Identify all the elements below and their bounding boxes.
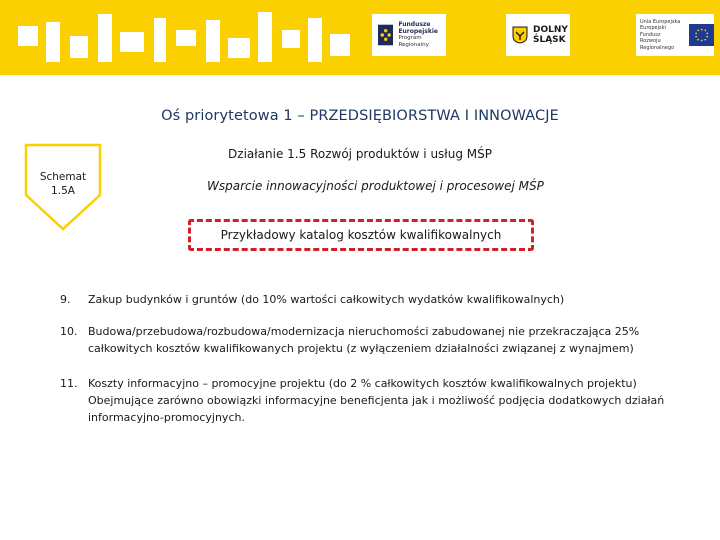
katalog-box — [188, 219, 534, 251]
decor-square — [70, 36, 88, 58]
ue-logo-line3: Rozwoju Regionalnego — [640, 38, 675, 51]
list-item-text: Koszty informacyjno – promocyjne projektu (do 2 % całkowitych kosztów kwalifikowalnych projektu) Obejmujące zarówno obowiązki informacyjne beneficjenta jak i możliwość podjęcia dodatkowych działań informacyjno-promocyjnych. — [88, 377, 665, 424]
ds-logo-line2: ŚLĄSK — [533, 35, 566, 45]
list-item-text: Budowa/przebudowa/rozbudowa/modernizacja nieruchomości zabudowanej nie przekraczająca 25% całkowitych kosztów kwalifikowanych projektu (z wyłączeniem działalności związanej z wynajmem) — [88, 325, 640, 355]
list-item-text: Zakup budynków i gruntów (do 10% wartości całkowitych wydatków kwalifikowalnych) — [88, 293, 565, 306]
decor-square — [308, 18, 322, 62]
fe-logo-line3: Program Regionalny — [398, 35, 429, 48]
list-item — [60, 375, 700, 426]
decor-square — [120, 32, 144, 52]
dolny-slask-logo — [506, 14, 570, 56]
decor-square — [282, 30, 300, 48]
schemat-label-line2: 1.5A — [51, 185, 75, 197]
decor-square — [46, 22, 60, 62]
decor-square — [18, 26, 38, 46]
ds-logo-line1: DOLNY — [533, 25, 568, 35]
list-item-number: 10. — [60, 325, 78, 338]
katalog-label: Przykładowy katalog kosztów kwalifikowalnych — [220, 228, 502, 242]
decor-square — [330, 34, 350, 56]
ue-logo-line2: Europejski Fundusz — [640, 25, 666, 38]
fe-stars-icon — [378, 23, 393, 47]
unia-europejska-logo — [636, 14, 714, 56]
eagle-crest-icon — [512, 26, 528, 44]
wsparcie-subtitle: Wsparcie innowacyjności produktowej i procesowej MŚP — [207, 179, 544, 193]
list-item-number: 9. — [60, 293, 71, 306]
header-banner — [0, 0, 720, 75]
fe-logo-line2: Europejskie — [398, 28, 438, 35]
list-item-number: 11. — [60, 377, 78, 390]
list-item — [60, 323, 700, 357]
fundusze-europejskie-logo — [372, 14, 446, 56]
ue-logo-line1: Unia Europejska — [640, 18, 681, 25]
eu-flag-icon — [689, 24, 714, 46]
list-item — [60, 291, 700, 308]
schemat-label-line1: Schemat — [39, 171, 87, 183]
dzialanie-heading: Działanie 1.5 Rozwój produktów i usług MŚP — [228, 147, 492, 161]
decor-square — [154, 18, 166, 62]
decor-square — [258, 12, 272, 62]
decor-square — [206, 20, 220, 62]
decor-square — [176, 30, 196, 46]
page-title: Oś priorytetowa 1 – PRZEDSIĘBIORSTWA I INNOWACJE — [161, 108, 559, 124]
decor-square — [98, 14, 112, 62]
fe-logo-line1: Fundusze — [398, 21, 431, 28]
decor-square — [228, 38, 250, 58]
